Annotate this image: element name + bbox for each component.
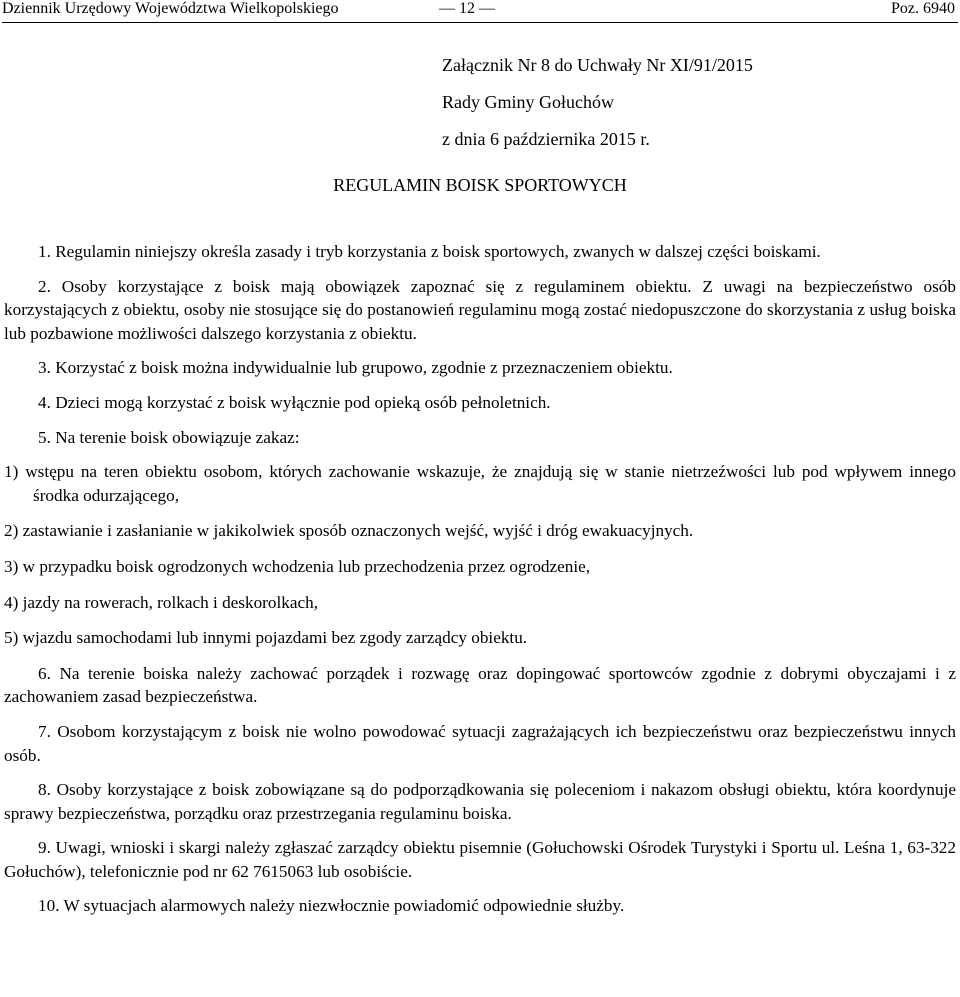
paragraph-9: 9. Uwagi, wnioski i skargi należy zgłaszać zarządcy obiektu pisemnie (Gołuchowski Ośrodek Turystyki i Sportu ul. Leśna 1, 63-322 Gołuchów), telefonicznie pod nr 62 7615063 lub osobiście. bbox=[4, 838, 956, 881]
journal-name: Dziennik Urzędowy Województwa Wielkopolskiego bbox=[2, 0, 339, 17]
annex-line-1: Załącznik Nr 8 do Uchwały Nr XI/91/2015 bbox=[442, 55, 753, 75]
paragraph-3: 3. Korzystać z boisk można indywidualnie lub grupowo, zgodnie z przeznaczeniem obiektu. bbox=[38, 358, 673, 378]
header-divider bbox=[2, 22, 958, 23]
prohibition-item-2: 2) zastawianie i zasłanianie w jakikolwiek sposób oznaczonych wejść, wyjść i dróg ewakuacyjnych. bbox=[4, 521, 694, 541]
paragraph-10: 10. W sytuacjach alarmowych należy niezwłocznie powiadomić odpowiednie służby. bbox=[38, 896, 625, 916]
paragraph-5: 5. Na terenie boisk obowiązuje zakaz: bbox=[38, 427, 300, 447]
prohibition-item-5: 5) wjazdu samochodami lub innymi pojazdami bez zgody zarządcy obiektu. bbox=[4, 628, 528, 648]
annex-line-3: z dnia 6 października 2015 r. bbox=[442, 129, 650, 149]
position-number: Poz. 6940 bbox=[891, 0, 955, 17]
paragraph-2: 2. Osoby korzystające z boisk mają obowiązek zapoznać się z regulaminem obiektu. Z uwagi na bezpieczeństwo osób korzystających z obiektu, osoby nie stosujące się do postanowień regulaminu mogą zostać niedopuszczone do skorzystania z usług boiska lub pozbawione możliwości dalszego korzystania z obiektu. bbox=[4, 276, 956, 343]
regulation-body bbox=[4, 240, 956, 929]
document-title: REGULAMIN BOISK SPORTOWYCH bbox=[333, 175, 627, 195]
prohibition-item-3: 3) w przypadku boisk ogrodzonych wchodzenia lub przechodzenia przez ogrodzenie, bbox=[4, 556, 591, 576]
prohibition-item-4: 4) jazdy na rowerach, rolkach i deskorolkach, bbox=[4, 592, 319, 612]
paragraph-6: 6. Na terenie boiska należy zachować porządek i rozwagę oraz dopingować sportowców zgodnie z dobrymi obyczajami i z zachowaniem zasad bezpieczeństwa. bbox=[4, 663, 956, 707]
paragraph-8: 8. Osoby korzystające z boisk zobowiązane są do podporządkowania się poleceniom i nakazom obsługi obiektu, która koordynuje sprawy bezpieczeństwa, porządku oraz przestrzegania regulaminu boiska. bbox=[4, 780, 956, 823]
annex-line-2: Rady Gminy Gołuchów bbox=[442, 92, 614, 112]
paragraph-1: 1. Regulamin niniejszy określa zasady i tryb korzystania z boisk sportowych, zwanych w dalszej części boiskami. bbox=[38, 242, 821, 261]
prohibition-item-1: 1) wstępu na teren obiektu osobom, których zachowanie wskazuje, że znajdują się w stanie nietrzeźwości lub pod wpływem innego środka odurzającego, bbox=[4, 462, 956, 505]
page-number: — 12 — bbox=[439, 0, 495, 17]
paragraph-7: 7. Osobom korzystającym z boisk nie wolno powodować sytuacji zagrażających ich bezpieczeństwu oraz bezpieczeństwu innych osób. bbox=[4, 721, 956, 765]
paragraph-4: 4. Dzieci mogą korzystać z boisk wyłącznie pod opieką osób pełnoletnich. bbox=[38, 392, 551, 412]
page-header bbox=[0, 0, 960, 22]
